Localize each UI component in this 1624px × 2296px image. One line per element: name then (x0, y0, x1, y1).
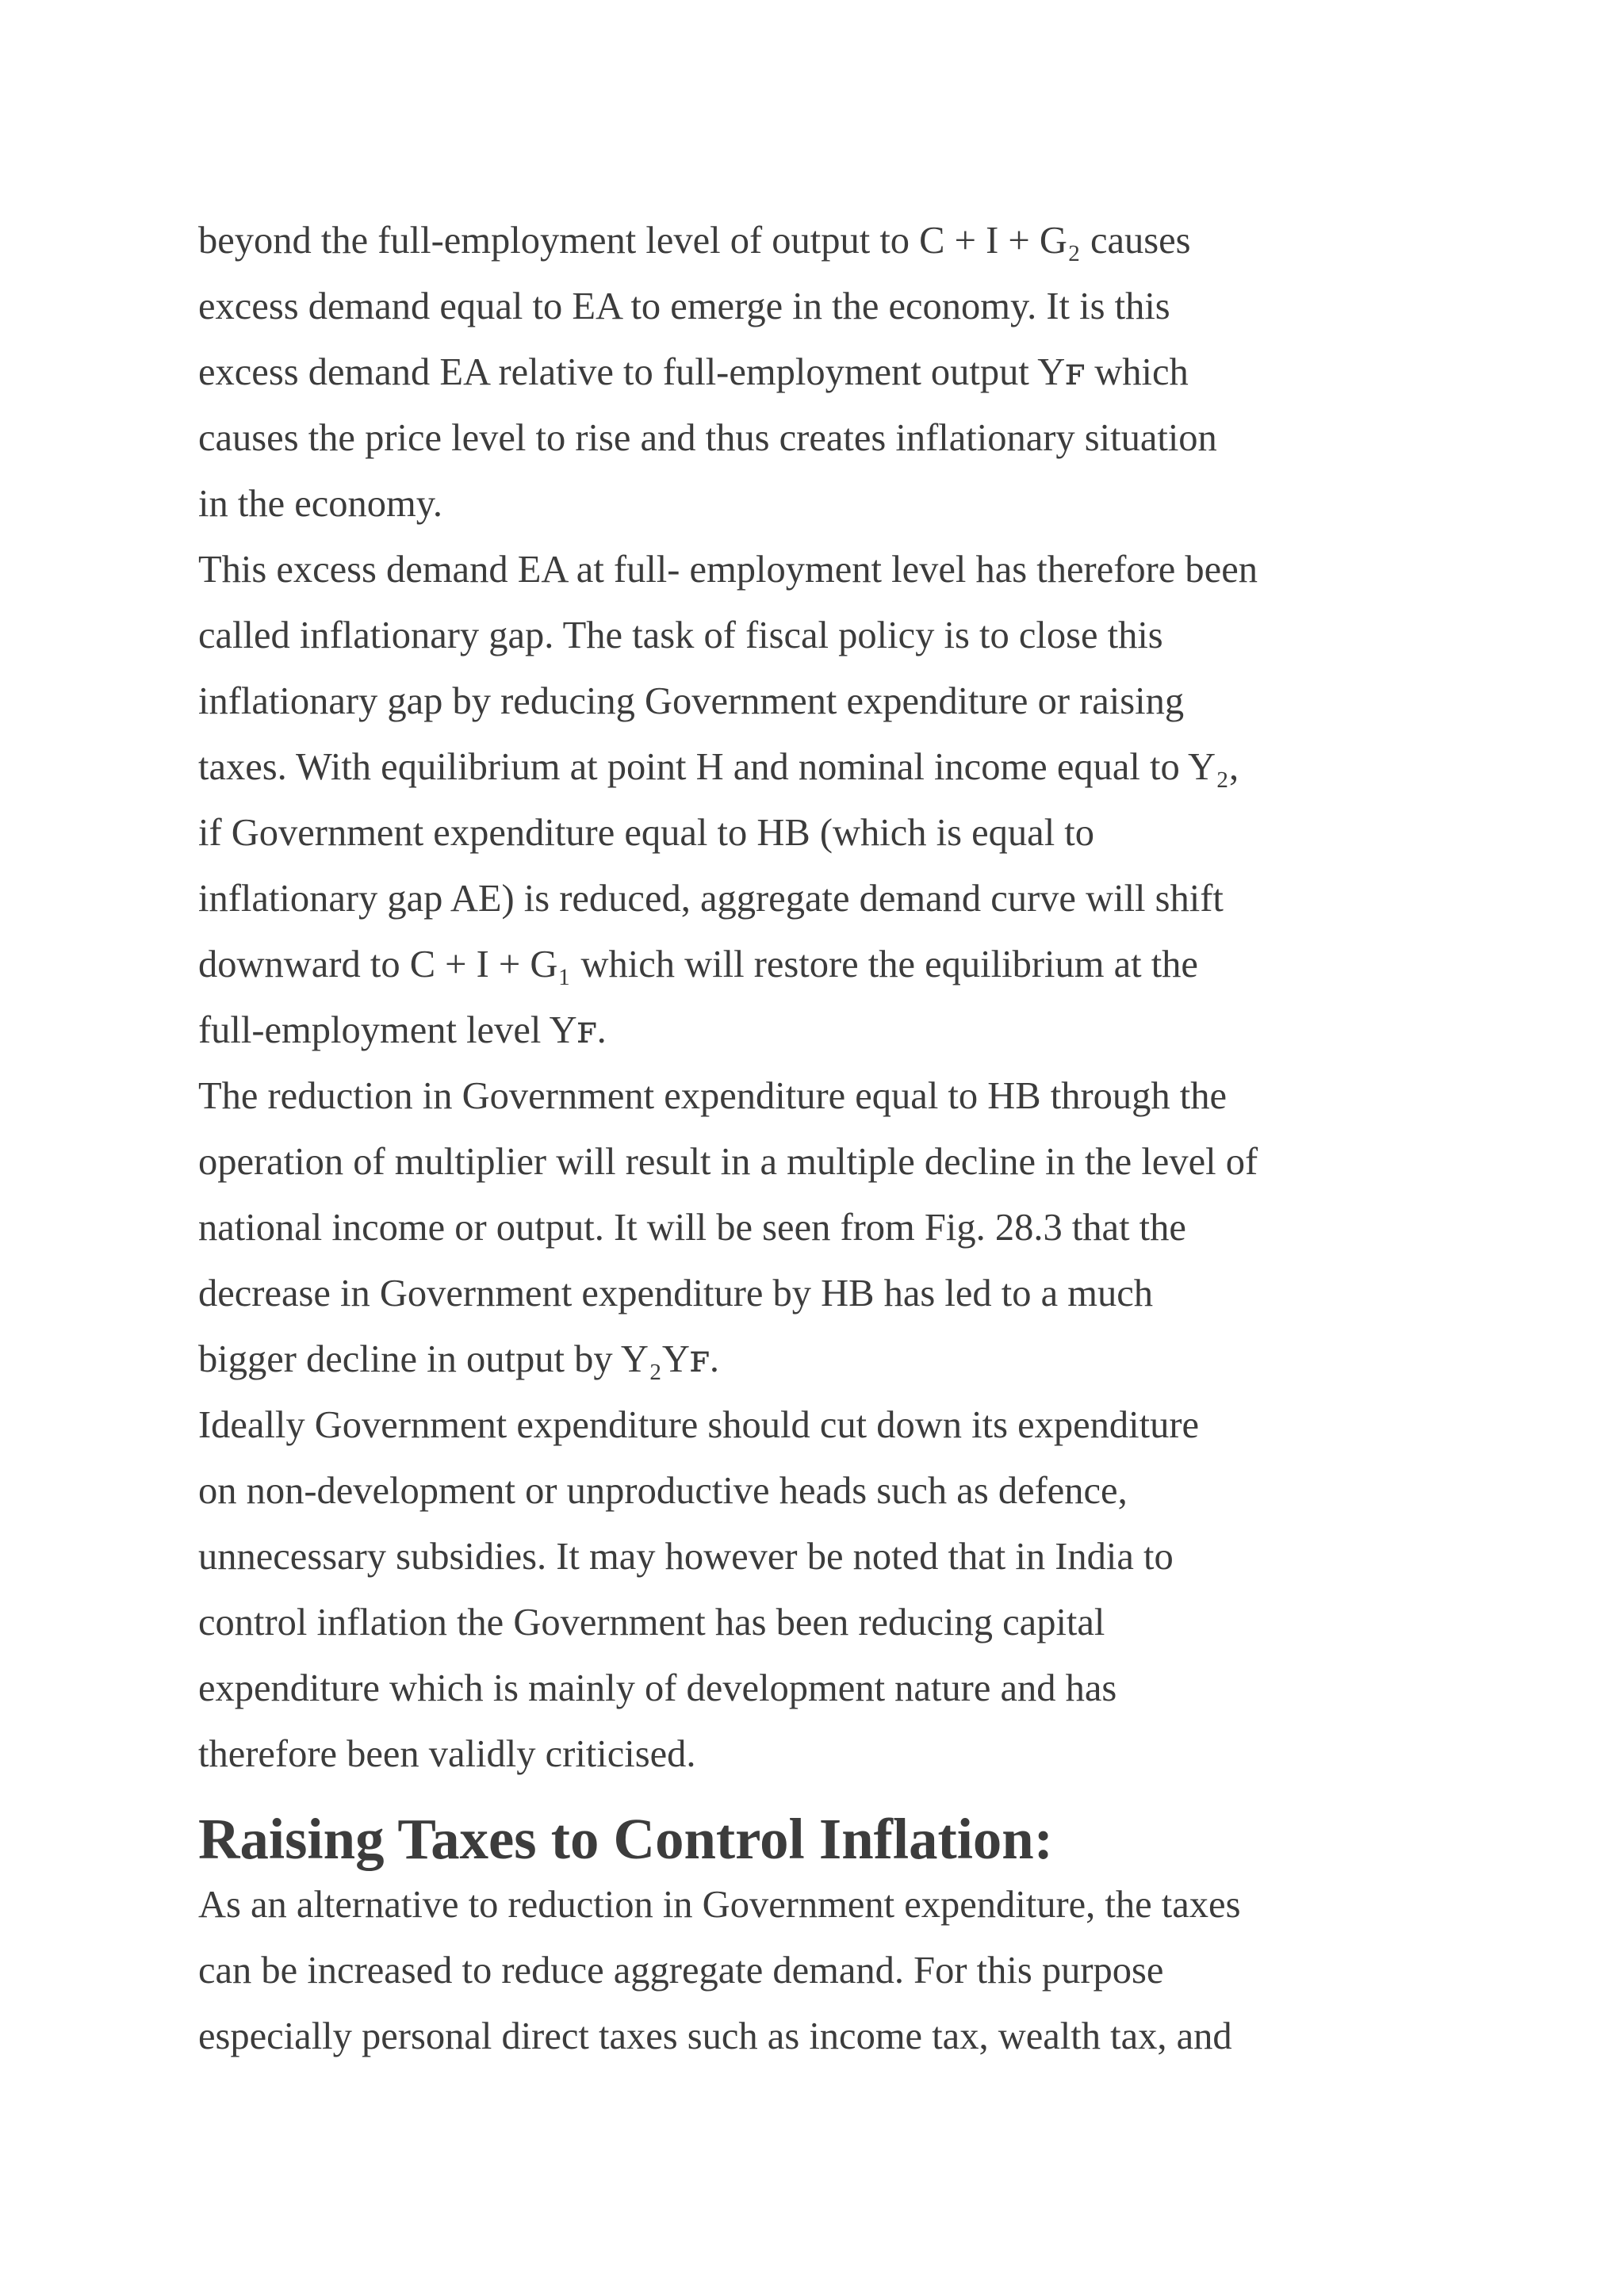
text-line: Ideally Government expenditure should cut down its expenditure (198, 1404, 1200, 1446)
text-line: if Government expenditure equal to HB (which is equal to (198, 812, 1095, 854)
text-line: expenditure which is mainly of development nature and has (198, 1667, 1117, 1709)
text-line: operation of multiplier will result in a multiple decline in the level of (198, 1141, 1258, 1183)
paragraph-inflationary-situation (198, 208, 1451, 537)
paragraph-expenditure-cut (198, 1392, 1451, 1787)
paragraph-multiplier (198, 1063, 1451, 1392)
text-line: can be increased to reduce aggregate demand. For this purpose (198, 1950, 1164, 1992)
text-line: decrease in Government expenditure by HB has led to a much (198, 1272, 1154, 1314)
text-line: therefore been validly criticised. (198, 1733, 696, 1775)
text-line: national income or output. It will be seen from Fig. 28.3 that the (198, 1207, 1186, 1249)
text-line: taxes. With equilibrium at point H and nominal income equal to Y₂, (198, 746, 1239, 788)
paragraph-raising-taxes (198, 1872, 1451, 2069)
text-line: excess demand equal to EA to emerge in the economy. It is this (198, 285, 1170, 327)
text-line: full-employment level Yꜰ. (198, 1009, 607, 1051)
text-line: downward to C + I + G₁ which will restore the equilibrium at the (198, 943, 1198, 985)
text-line: control inflation the Government has been reducing capital (198, 1601, 1105, 1644)
text-line: The reduction in Government expenditure equal to HB through the (198, 1075, 1228, 1117)
text-line: As an alternative to reduction in Government expenditure, the taxes (198, 1884, 1241, 1926)
text-line: on non-development or unproductive heads such as defence, (198, 1470, 1128, 1512)
section-heading: Raising Taxes to Control Inflation: (198, 1807, 1053, 1871)
text-line: This excess demand EA at full- employment level has therefore been (198, 549, 1258, 591)
text-line: beyond the full-employment level of output to C + I + G₂ causes (198, 220, 1191, 262)
text-line: excess demand EA relative to full-employment output Yꜰ which (198, 351, 1189, 393)
text-line: unnecessary subsidies. It may however be noted that in India to (198, 1536, 1174, 1578)
text-line: inflationary gap by reducing Government expenditure or raising (198, 680, 1185, 722)
text-line: called inflationary gap. The task of fiscal policy is to close this (198, 614, 1163, 656)
document-page (198, 208, 1451, 2069)
text-line: especially personal direct taxes such as income tax, wealth tax, and (198, 2015, 1232, 2057)
text-line: inflationary gap AE) is reduced, aggregate demand curve will shift (198, 878, 1224, 920)
text-line: bigger decline in output by Y₂Yꜰ. (198, 1338, 719, 1380)
text-line: in the economy. (198, 483, 442, 525)
text-line: causes the price level to rise and thus creates inflationary situation (198, 417, 1217, 459)
paragraph-inflationary-gap (198, 537, 1451, 1063)
